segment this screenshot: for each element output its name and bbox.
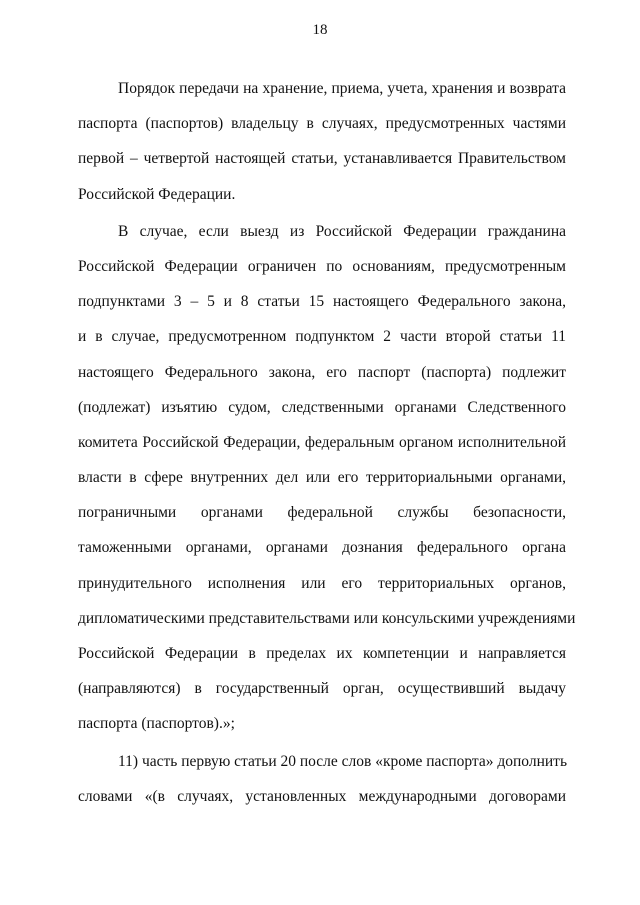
paragraph-1: [78, 71, 566, 212]
text-line: настоящего Федерального закона, его паспорт (паспорта) подлежит: [78, 363, 566, 381]
text-line: пограничными органами федеральной службы безопасности,: [78, 504, 566, 522]
text-line: дипломатическими представительствами или консульскими учреждениями: [78, 609, 576, 627]
text-line: первой – четвертой настоящей статьи, устанавливается Правительством: [78, 150, 566, 168]
text-line: паспорта (паспортов).»;: [78, 715, 235, 733]
text-line: 11) часть первую статьи 20 после слов «кроме паспорта» дополнить: [118, 752, 568, 770]
text-line: комитета Российской Федерации, федеральным органом исполнительной: [78, 433, 566, 451]
page-number: 18: [312, 22, 328, 38]
document-body: [78, 71, 576, 816]
text-line: паспорта (паспортов) владельцу в случаях, предусмотренных частями: [78, 115, 566, 133]
text-line: и в случае, предусмотренном подпунктом 2 части второй статьи 11: [78, 328, 566, 346]
text-line: Российской Федерации в пределах их компетенции и направляется: [78, 645, 566, 662]
text-line: власти в сфере внутренних дел или его территориальными органами,: [78, 469, 566, 487]
text-line: подпунктами 3 – 5 и 8 статьи 15 настоящего Федерального закона,: [78, 293, 566, 311]
text-line: Российской Федерации.: [78, 185, 236, 203]
text-line: словами «(в случаях, установленных международными договорами: [78, 787, 566, 805]
text-line: таможенными органами, органами дознания федерального органа: [78, 539, 566, 557]
text-line: Порядок передачи на хранение, приема, учета, хранения и возврата: [118, 80, 566, 97]
text-line: В случае, если выезд из Российской Федерации гражданина: [118, 222, 566, 240]
paragraph-3: [78, 744, 566, 814]
text-line: принудительного исполнения или его территориальных органов,: [78, 574, 566, 592]
text-line: (подлежат) изъятию судом, следственными органами Следственного: [78, 398, 566, 416]
text-line: Российской Федерации ограничен по основаниям, предусмотренным: [78, 257, 566, 275]
paragraph-2: [78, 214, 576, 742]
text-line: (направляются) в государственный орган, осуществивший выдачу: [78, 680, 566, 698]
